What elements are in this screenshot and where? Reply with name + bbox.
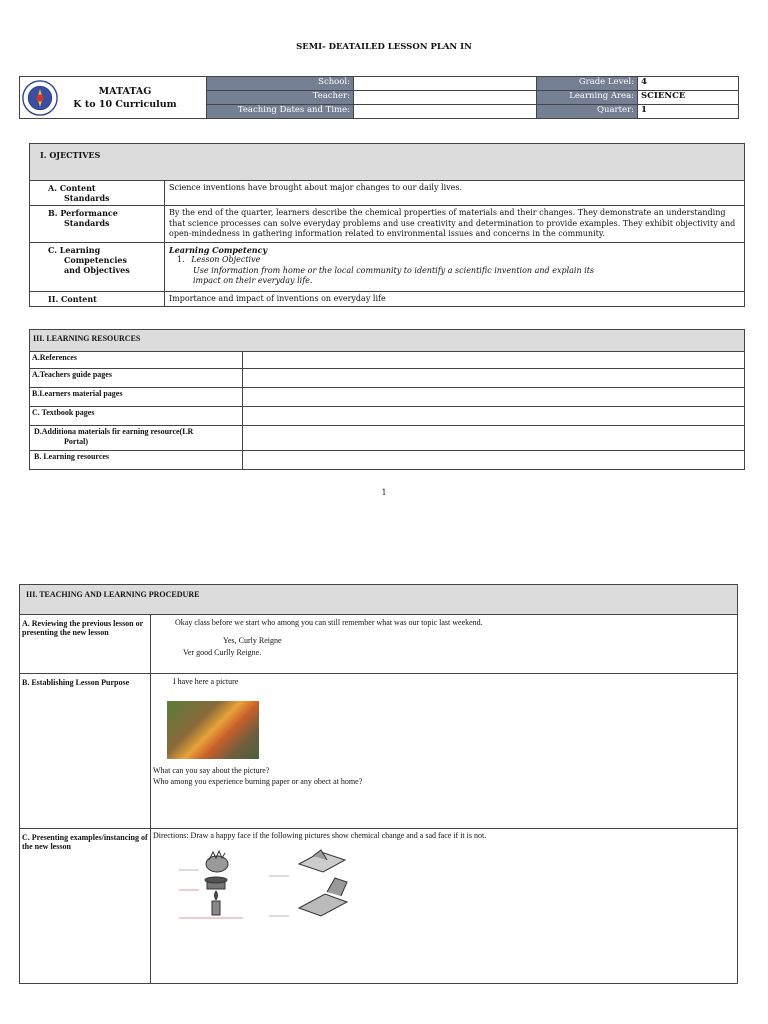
header-table <box>19 76 739 119</box>
activity-sketches-image <box>177 846 377 926</box>
burning-pile-image <box>167 701 259 759</box>
content-standards-text: Science inventions have brought about major changes to our daily lives. <box>165 181 745 206</box>
teaching-dates-label: Teaching Dates and Time: <box>207 105 354 119</box>
learning-area-label: Learning Area: <box>537 91 638 105</box>
lesson-purpose-label: B. Establishing Lesson Purpose <box>20 674 151 829</box>
lesson-objective-text-2: impact on their everyday life. <box>193 276 313 285</box>
resource-row-value[interactable] <box>243 407 745 426</box>
teacher-value[interactable] <box>354 91 537 105</box>
resource-row-label: A.Teachers guide pages <box>30 369 243 388</box>
performance-standards-text: By the end of the quarter, learners describe the chemical properties of materials and their changes. They demonstrate an understanding that science processes can solve everyday problems and use creativity and determination to provide examples. They exhibit objectivity and open-mindedness in gathering information related to environmental issues and concerns in the community. <box>165 206 745 243</box>
content-label: II. Content <box>30 291 165 306</box>
org-line-1: MATATAG <box>98 85 152 97</box>
resource-row-label: C. Textbook pages <box>30 407 243 426</box>
learning-area-value[interactable]: SCIENCE <box>638 91 739 105</box>
resource-row-value[interactable] <box>243 388 745 407</box>
presenting-examples-label: C. Presenting examples/instancing of the new lesson <box>20 829 151 984</box>
org-line-2: K to 10 Curriculum <box>73 98 177 110</box>
performance-standards-label: B. Performance Standards <box>30 206 165 243</box>
grade-level-label: Grade Level: <box>537 77 638 91</box>
lesson-objective-item: 1. Lesson Objective <box>177 255 261 264</box>
sketch-burning-paper <box>206 851 228 872</box>
lesson-purpose-content <box>151 674 738 829</box>
page-number: 1 <box>381 488 387 497</box>
lesson-purpose-question-2: Who among you experience burning paper or any obect at home? <box>153 777 363 786</box>
content-standards-label: A. Content Standards <box>30 181 165 206</box>
quarter-value[interactable]: 1 <box>638 105 739 119</box>
deped-seal-icon <box>22 80 58 116</box>
procedure-table <box>19 584 738 984</box>
reviewing-line-1: Okay class before we start who among you can still remember what was our topic last weekend. <box>175 618 483 627</box>
sketch-cooking-pot <box>205 877 227 889</box>
directions-text: Directions: Draw a happy face if the following pictures show chemical change and a sad face if it is not. <box>153 831 487 840</box>
document-title: SEMI- DEATAILED LESSON PLAN IN <box>296 42 472 52</box>
presenting-examples-content <box>151 829 738 984</box>
sketch-chair <box>299 878 347 916</box>
resource-row-label: A.References <box>30 352 243 369</box>
learning-competencies-label: C. Learning Competencies and Objectives <box>30 242 165 291</box>
lesson-purpose-line-1: I have here a picture <box>173 677 239 686</box>
org-cell <box>20 77 207 119</box>
reviewing-line-2: Yes, Curly Reigne <box>223 636 282 645</box>
resource-row-label: D.Additiona materials fir earning resource(LR Portal) <box>30 426 243 451</box>
objectives-heading: I. OJECTIVES <box>30 144 745 181</box>
school-value[interactable] <box>354 77 537 91</box>
reviewing-line-3: Ver good Curlly Reigne. <box>183 648 262 657</box>
quarter-label: Quarter: <box>537 105 638 119</box>
sketch-candle <box>212 891 220 915</box>
learning-resources-table <box>29 329 745 470</box>
learning-competency-cell <box>165 242 745 291</box>
grade-level-value[interactable]: 4 <box>638 77 739 91</box>
resource-row-value[interactable] <box>243 426 745 451</box>
learning-competency-heading: Learning Competency <box>169 244 268 255</box>
lesson-purpose-question-1: What can you say about the picture? <box>153 766 270 775</box>
reviewing-label: A. Reviewing the previous lesson or presenting the new lesson <box>20 615 151 674</box>
lesson-objective-text-1: Use information from home or the local community to identify a scientific invention and explain its <box>193 265 595 275</box>
resource-row-value[interactable] <box>243 451 745 470</box>
resource-row-value[interactable] <box>243 369 745 388</box>
sketch-folded-paper <box>299 850 345 872</box>
teaching-dates-value[interactable] <box>354 105 537 119</box>
procedure-heading: III. TEACHING AND LEARNING PROCEDURE <box>20 585 738 615</box>
reviewing-content <box>151 615 738 674</box>
learning-resources-heading: III. LEARNING RESOURCES <box>30 330 745 352</box>
content-text: Importance and impact of inventions on everyday life <box>165 291 745 306</box>
school-label: School: <box>207 77 354 91</box>
resource-row-value[interactable] <box>243 352 745 369</box>
resource-row-label: B.Learners material pages <box>30 388 243 407</box>
objectives-table <box>29 143 745 307</box>
teacher-label: Teacher: <box>207 91 354 105</box>
resource-row-label: B. Learning resources <box>30 451 243 470</box>
